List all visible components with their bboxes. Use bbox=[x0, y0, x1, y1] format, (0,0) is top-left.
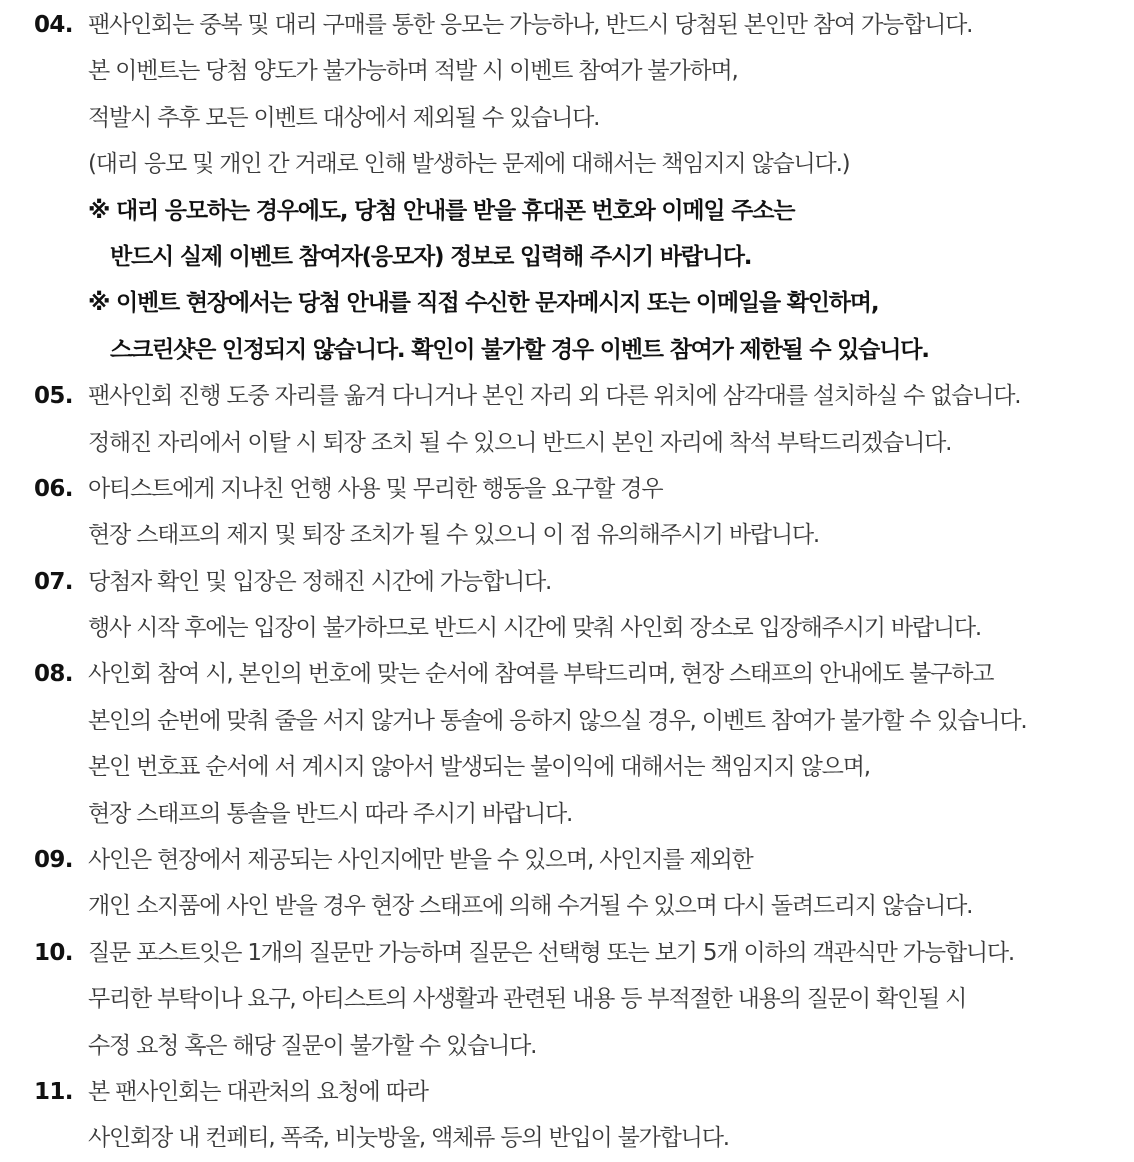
notice-number: 08. bbox=[34, 661, 73, 688]
notice-item bbox=[0, 651, 1134, 837]
notice-item bbox=[0, 466, 1134, 559]
notice-line: (대리 응모 및 개인 간 거래로 인해 발생하는 문제에 대해서는 책임지지 않습니다.) bbox=[88, 151, 850, 178]
notice-line: 본 이벤트는 당첨 양도가 불가능하며 적발 시 이벤트 참여가 불가하며, bbox=[88, 58, 738, 85]
notice-item bbox=[0, 837, 1134, 930]
notice-line: 질문 포스트잇은 1개의 질문만 가능하며 질문은 선택형 또는 보기 5개 이하의 객관식만 가능합니다. bbox=[88, 939, 1015, 966]
notice-item bbox=[0, 373, 1134, 466]
notice-line: 현장 스태프의 제지 및 퇴장 조치가 될 수 있으니 이 점 유의해주시기 바랍니다. bbox=[88, 522, 820, 549]
notice-line: 무리한 부탁이나 요구, 아티스트의 사생활과 관련된 내용 등 부적절한 내용의 질문이 확인될 시 bbox=[88, 986, 967, 1013]
notice-number: 09. bbox=[34, 847, 73, 874]
notice-line: 본 팬사인회는 대관처의 요청에 따라 bbox=[88, 1078, 428, 1105]
notice-number: 07. bbox=[34, 568, 73, 595]
notice-warning-line: ※ 대리 응모하는 경우에도, 당첨 안내를 받을 휴대폰 번호와 이메일 주소는 bbox=[88, 197, 795, 224]
notice-number: 06. bbox=[34, 475, 73, 502]
notice-line: 사인회장 내 컨페티, 폭죽, 비눗방울, 액체류 등의 반입이 불가합니다. bbox=[88, 1125, 729, 1152]
notice-warning-line: 스크린샷은 인정되지 않습니다. 확인이 불가할 경우 이벤트 참여가 제한될 수 있습니다. bbox=[110, 336, 929, 363]
notice-line: 사인은 현장에서 제공되는 사인지에만 받을 수 있으며, 사인지를 제외한 bbox=[88, 847, 753, 874]
notice-number: 05. bbox=[34, 383, 73, 410]
notice-number: 04. bbox=[34, 12, 73, 38]
notice-item bbox=[0, 930, 1134, 1069]
notice-item bbox=[0, 1069, 1134, 1162]
notice-line: 정해진 자리에서 이탈 시 퇴장 조치 될 수 있으니 반드시 본인 자리에 착석 부탁드리겠습니다. bbox=[88, 429, 952, 456]
notice-item bbox=[0, 2, 1134, 373]
notice-line: 팬사인회는 중복 및 대리 구매를 통한 응모는 가능하나, 반드시 당첨된 본인만 참여 가능합니다. bbox=[88, 12, 973, 38]
notice-line: 개인 소지품에 사인 받을 경우 현장 스태프에 의해 수거될 수 있으며 다시 돌려드리지 않습니다. bbox=[88, 893, 973, 920]
notice-line: 현장 스태프의 통솔을 반드시 따라 주시기 바랍니다. bbox=[88, 800, 573, 827]
notice-line: 당첨자 확인 및 입장은 정해진 시간에 가능합니다. bbox=[88, 568, 552, 595]
notice-number: 11. bbox=[34, 1078, 73, 1105]
notice-line: 사인회 참여 시, 본인의 번호에 맞는 순서에 참여를 부탁드리며, 현장 스태프의 안내에도 불구하고 bbox=[88, 661, 994, 688]
notice-warning-line: 반드시 실제 이벤트 참여자(응모자) 정보로 입력해 주시기 바랍니다. bbox=[110, 243, 752, 270]
notice-line: 수정 요청 혹은 해당 질문이 불가할 수 있습니다. bbox=[88, 1032, 537, 1059]
notice-line: 아티스트에게 지나친 언행 사용 및 무리한 행동을 요구할 경우 bbox=[88, 475, 663, 502]
notice-warning-line: ※ 이벤트 현장에서는 당첨 안내를 직접 수신한 문자메시지 또는 이메일을 확인하며, bbox=[88, 290, 879, 317]
notice-line: 본인 번호표 순서에 서 계시지 않아서 발생되는 불이익에 대해서는 책임지지 않으며, bbox=[88, 754, 870, 781]
notice-number: 10. bbox=[34, 939, 73, 966]
notice-item bbox=[0, 559, 1134, 652]
notice-line: 팬사인회 진행 도중 자리를 옮겨 다니거나 본인 자리 외 다른 위치에 삼각대를 설치하실 수 없습니다. bbox=[88, 383, 1021, 410]
notice-line: 본인의 순번에 맞춰 줄을 서지 않거나 통솔에 응하지 않으실 경우, 이벤트 참여가 불가할 수 있습니다. bbox=[88, 707, 1027, 734]
notice-line: 행사 시작 후에는 입장이 불가하므로 반드시 시간에 맞춰 사인회 장소로 입장해주시기 바랍니다. bbox=[88, 615, 982, 642]
notice-line: 적발시 추후 모든 이벤트 대상에서 제외될 수 있습니다. bbox=[88, 104, 600, 131]
